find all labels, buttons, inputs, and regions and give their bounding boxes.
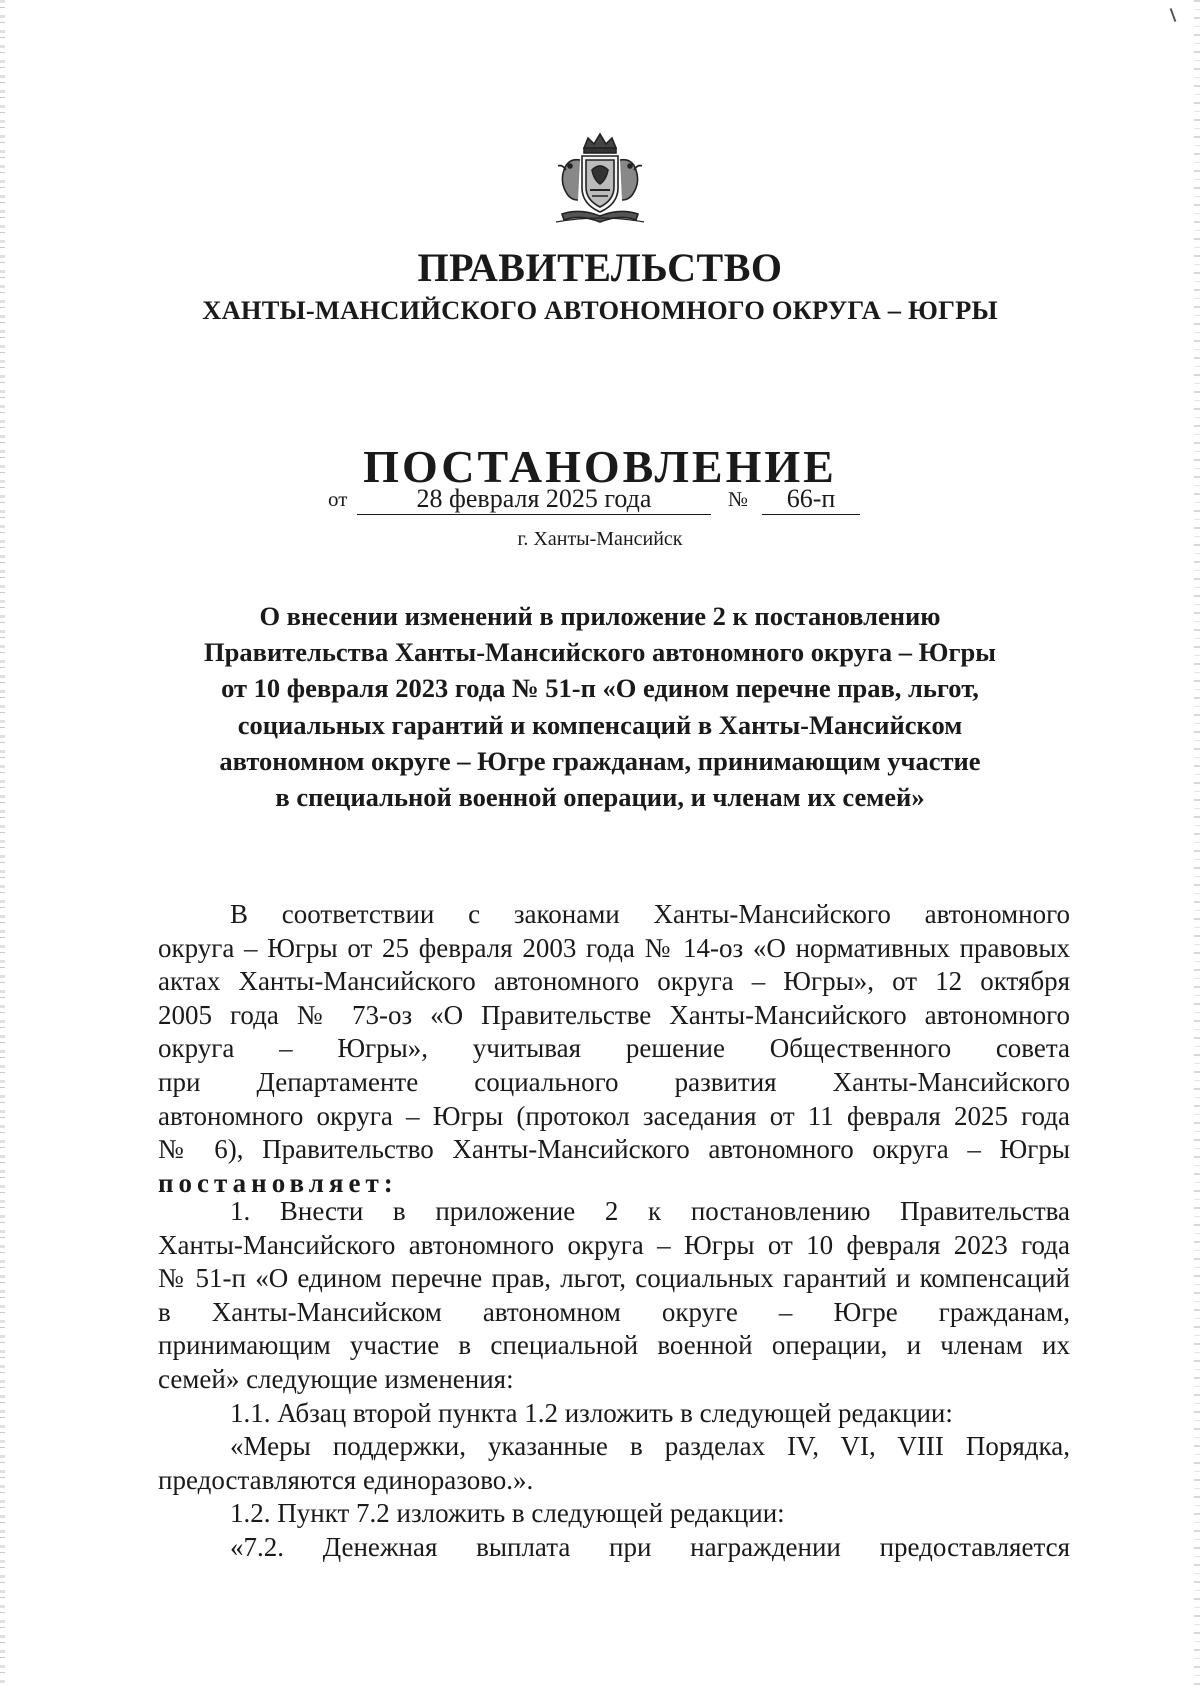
preamble-line: В соответствии с законами Ханты-Мансийского автономного: [230, 899, 1070, 929]
date-number-line: [0, 484, 1200, 518]
clauses-section: [158, 1195, 1070, 1565]
document-heading: [160, 598, 1040, 815]
heading-line: О внесении изменений в приложение 2 к постановлению: [259, 601, 941, 631]
clause-line: 1.2. Пункт 7.2 изложить в следующей редакции:: [230, 1498, 785, 1529]
document-type: ПОСТАНОВЛЕНИЕ: [363, 441, 837, 492]
preamble-line: актах Ханты-Мансийского автономного округа – Югры», от 12 октября: [158, 966, 1070, 997]
document-number: 66-п: [762, 484, 860, 515]
number-label: №: [728, 487, 749, 511]
government-title: ПРАВИТЕЛЬСТВО: [417, 245, 783, 290]
document-date: 28 февраля 2025 года: [357, 484, 711, 515]
preamble-line: автономного округа – Югры (протокол заседания от 11 февраля 2025 года: [158, 1100, 1070, 1131]
scan-mark: [1170, 8, 1177, 22]
heading-line: социальных гарантий и компенсаций в Ханты-Мансийском: [237, 709, 963, 740]
preamble-line: 2005 года № 73-оз «О Правительстве Ханты-Мансийского автономного: [158, 999, 1070, 1030]
region-title: ХАНТЫ-МАНСИЙСКОГО АВТОНОМНОГО ОКРУГА – ЮГРЫ: [202, 295, 998, 325]
preamble-line: округа – Югры», учитывая решение Общественного совета: [158, 1033, 1070, 1064]
coat-of-arms-emblem: [540, 130, 660, 230]
clause-line: в Ханты-Мансийском автономном округе – Югре гражданам,: [158, 1296, 1070, 1327]
heading-line: Правительства Ханты-Мансийского автономного округа – Югры: [204, 637, 996, 668]
heading-line: от 10 февраля 2023 года № 51-п «О едином перечне прав, льгот,: [221, 673, 979, 704]
clause-line: «Меры поддержки, указанные в разделах IV, VI, VIII Порядка,: [230, 1431, 1070, 1462]
preamble-line: № 6), Правительство Ханты-Мансийского автономного округа – Югры: [158, 1134, 1070, 1165]
clause-line: «7.2. Денежная выплата при награждении предоставляется: [230, 1531, 1070, 1562]
heading-line: в специальной военной операции, и членам их семей»: [275, 782, 925, 813]
clause-line: Ханты-Мансийского автономного округа – Югры от 10 февраля 2023 года: [158, 1229, 1070, 1260]
clause-line: № 51-п «О едином перечне прав, льгот, социальных гарантий и компенсаций: [158, 1263, 1070, 1294]
clause-line: 1. Внести в приложение 2 к постановлению Правительства: [230, 1196, 1070, 1226]
preamble-paragraph: [158, 898, 1070, 1200]
resolves-word: постановляет:: [158, 1167, 398, 1198]
preamble-line: округа – Югры от 25 февраля 2003 года № 14-оз «О нормативных правовых: [158, 932, 1070, 963]
clause-line: предоставляются единоразово.».: [158, 1464, 534, 1495]
clause-line: 1.1. Абзац второй пункта 1.2 изложить в следующей редакции:: [230, 1397, 953, 1428]
clause-line: семей» следующие изменения:: [158, 1363, 514, 1394]
clause-line: принимающим участие в специальной военной операции, и членам их: [158, 1330, 1070, 1361]
preamble-line: при Департаменте социального развития Ханты-Мансийского: [158, 1066, 1070, 1097]
city: г. Ханты-Мансийск: [517, 528, 683, 550]
from-label: от: [328, 487, 348, 511]
heading-line: автономном округе – Югре гражданам, принимающим участие: [219, 745, 981, 776]
